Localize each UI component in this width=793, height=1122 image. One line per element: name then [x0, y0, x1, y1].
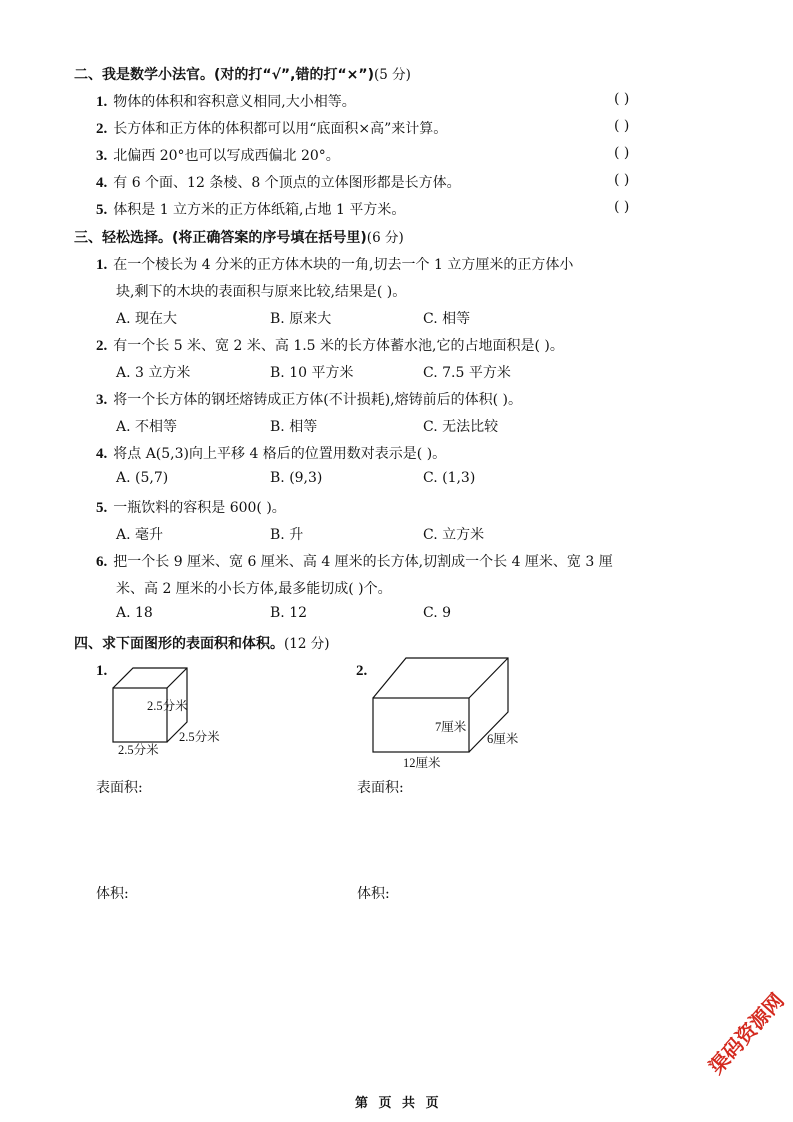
volume-label-1: 体积: [96, 886, 129, 902]
option-c[interactable]: C. 7.5 平方米 [423, 365, 511, 381]
item-number: 3. [96, 392, 108, 408]
item-text: 体积是 1 立方米的正方体纸箱,占地 1 平方米。 [113, 202, 406, 218]
option-b[interactable]: B. 升 [270, 527, 304, 543]
item-number: 4. [96, 175, 108, 191]
volume-label-2: 体积: [357, 886, 390, 902]
question-text-line2: 米、高 2 厘米的小长方体,最多能切成( )个。 [116, 581, 392, 597]
option-b[interactable]: B. (9,3) [270, 470, 323, 486]
surface-area-label-2: 表面积: [357, 780, 404, 796]
item-text: 北偏西 20°也可以写成西偏北 20°。 [113, 148, 340, 164]
option-a[interactable]: A. 毫升 [116, 527, 164, 543]
option-a[interactable]: A. 不相等 [116, 419, 178, 435]
option-a[interactable]: A. 18 [116, 605, 153, 621]
choice-question-5 [96, 497, 286, 517]
answer-blank[interactable]: ( ) [614, 199, 630, 215]
choice-question-1 [96, 254, 573, 274]
item-number: 6. [96, 554, 108, 570]
option-c[interactable]: C. 9 [423, 605, 452, 621]
cube-width-label: 2.5分米 [118, 743, 159, 757]
question-text: 一瓶饮料的容积是 600( )。 [113, 500, 286, 516]
section-4-heading [74, 632, 330, 653]
question-text: 有一个长 5 米、宽 2 米、高 1.5 米的长方体蓄水池,它的占地面积是( )。 [113, 338, 564, 354]
watermark: 渠码资源网 [703, 988, 789, 1079]
answer-blank[interactable]: ( ) [614, 91, 630, 107]
question-text-line2: 块,剩下的木块的表面积与原来比较,结果是( )。 [116, 284, 407, 300]
item-number: 3. [96, 148, 108, 164]
section-3-heading [74, 226, 404, 247]
question-text: 将一个长方体的钢坯熔铸成正方体(不计损耗),熔铸前后的体积( )。 [113, 392, 522, 408]
cuboid-width-label: 12厘米 [403, 756, 441, 770]
item-text: 物体的体积和容积意义相同,大小相等。 [113, 94, 356, 110]
cuboid-height-label: 7厘米 [435, 720, 467, 734]
question-text: 将点 A(5,3)向上平移 4 格后的位置用数对表示是( )。 [113, 446, 447, 462]
figure-2-number: 2. [356, 663, 368, 679]
surface-area-label-1: 表面积: [96, 780, 143, 796]
item-number: 1. [96, 94, 108, 110]
option-b[interactable]: B. 相等 [270, 419, 318, 435]
choice-question-2 [96, 335, 564, 355]
answer-blank[interactable]: ( ) [614, 145, 630, 161]
section-2-title: 二、我是数学小法官。(对的打“√”,错的打“×”) [74, 67, 374, 83]
option-c[interactable]: C. (1,3) [423, 470, 476, 486]
option-c[interactable]: C. 相等 [423, 311, 471, 327]
answer-blank[interactable]: ( ) [614, 118, 630, 134]
question-text: 把一个长 9 厘米、宽 6 厘米、高 4 厘米的长方体,切割成一个长 4 厘米、宽 3 厘 [113, 554, 613, 570]
cuboid-top-edge [469, 658, 508, 698]
cuboid-depth-label: 6厘米 [487, 732, 519, 746]
item-text: 长方体和正方体的体积都可以用“底面积×高”来计算。 [113, 121, 448, 137]
option-b[interactable]: B. 原来大 [270, 311, 332, 327]
section-3-points: (6 分) [366, 230, 404, 246]
section-4-points: (12 分) [284, 636, 330, 652]
judge-item-2 [96, 118, 447, 138]
option-b[interactable]: B. 12 [270, 605, 308, 621]
item-number: 2. [96, 121, 108, 137]
answer-blank[interactable]: ( ) [614, 172, 630, 188]
item-number: 5. [96, 500, 108, 516]
option-c[interactable]: C. 无法比较 [423, 419, 499, 435]
option-a[interactable]: A. 3 立方米 [116, 365, 191, 381]
section-2-points: (5 分) [374, 67, 411, 83]
item-text: 有 6 个面、12 条棱、8 个顶点的立体图形都是长方体。 [113, 175, 461, 191]
question-text: 在一个棱长为 4 分米的正方体木块的一角,切去一个 1 立方厘米的正方体小 [113, 257, 574, 273]
judge-item-1 [96, 91, 356, 111]
cube-depth-label: 2.5分米 [179, 730, 220, 744]
item-number: 2. [96, 338, 108, 354]
choice-question-6 [96, 551, 613, 571]
cube-top-edge [167, 668, 187, 688]
option-a[interactable]: A. 现在大 [116, 311, 178, 327]
section-3-title: 三、轻松选择。(将正确答案的序号填在括号里) [74, 230, 367, 246]
option-a[interactable]: A. (5,7) [116, 470, 169, 486]
option-c[interactable]: C. 立方米 [423, 527, 485, 543]
judge-item-5 [96, 199, 405, 219]
cube-height-label: 2.5分米 [147, 699, 188, 713]
figure-1-number: 1. [96, 663, 108, 679]
choice-question-4 [96, 443, 446, 463]
item-number: 5. [96, 202, 108, 218]
section-4-title: 四、求下面图形的表面积和体积。 [74, 636, 284, 652]
item-number: 4. [96, 446, 108, 462]
judge-item-4 [96, 172, 461, 192]
option-b[interactable]: B. 10 平方米 [270, 365, 354, 381]
page-footer: 第 页 共 页 [355, 1096, 442, 1111]
section-2-heading [74, 63, 411, 84]
item-number: 1. [96, 257, 108, 273]
judge-item-3 [96, 145, 340, 165]
choice-question-3 [96, 389, 522, 409]
